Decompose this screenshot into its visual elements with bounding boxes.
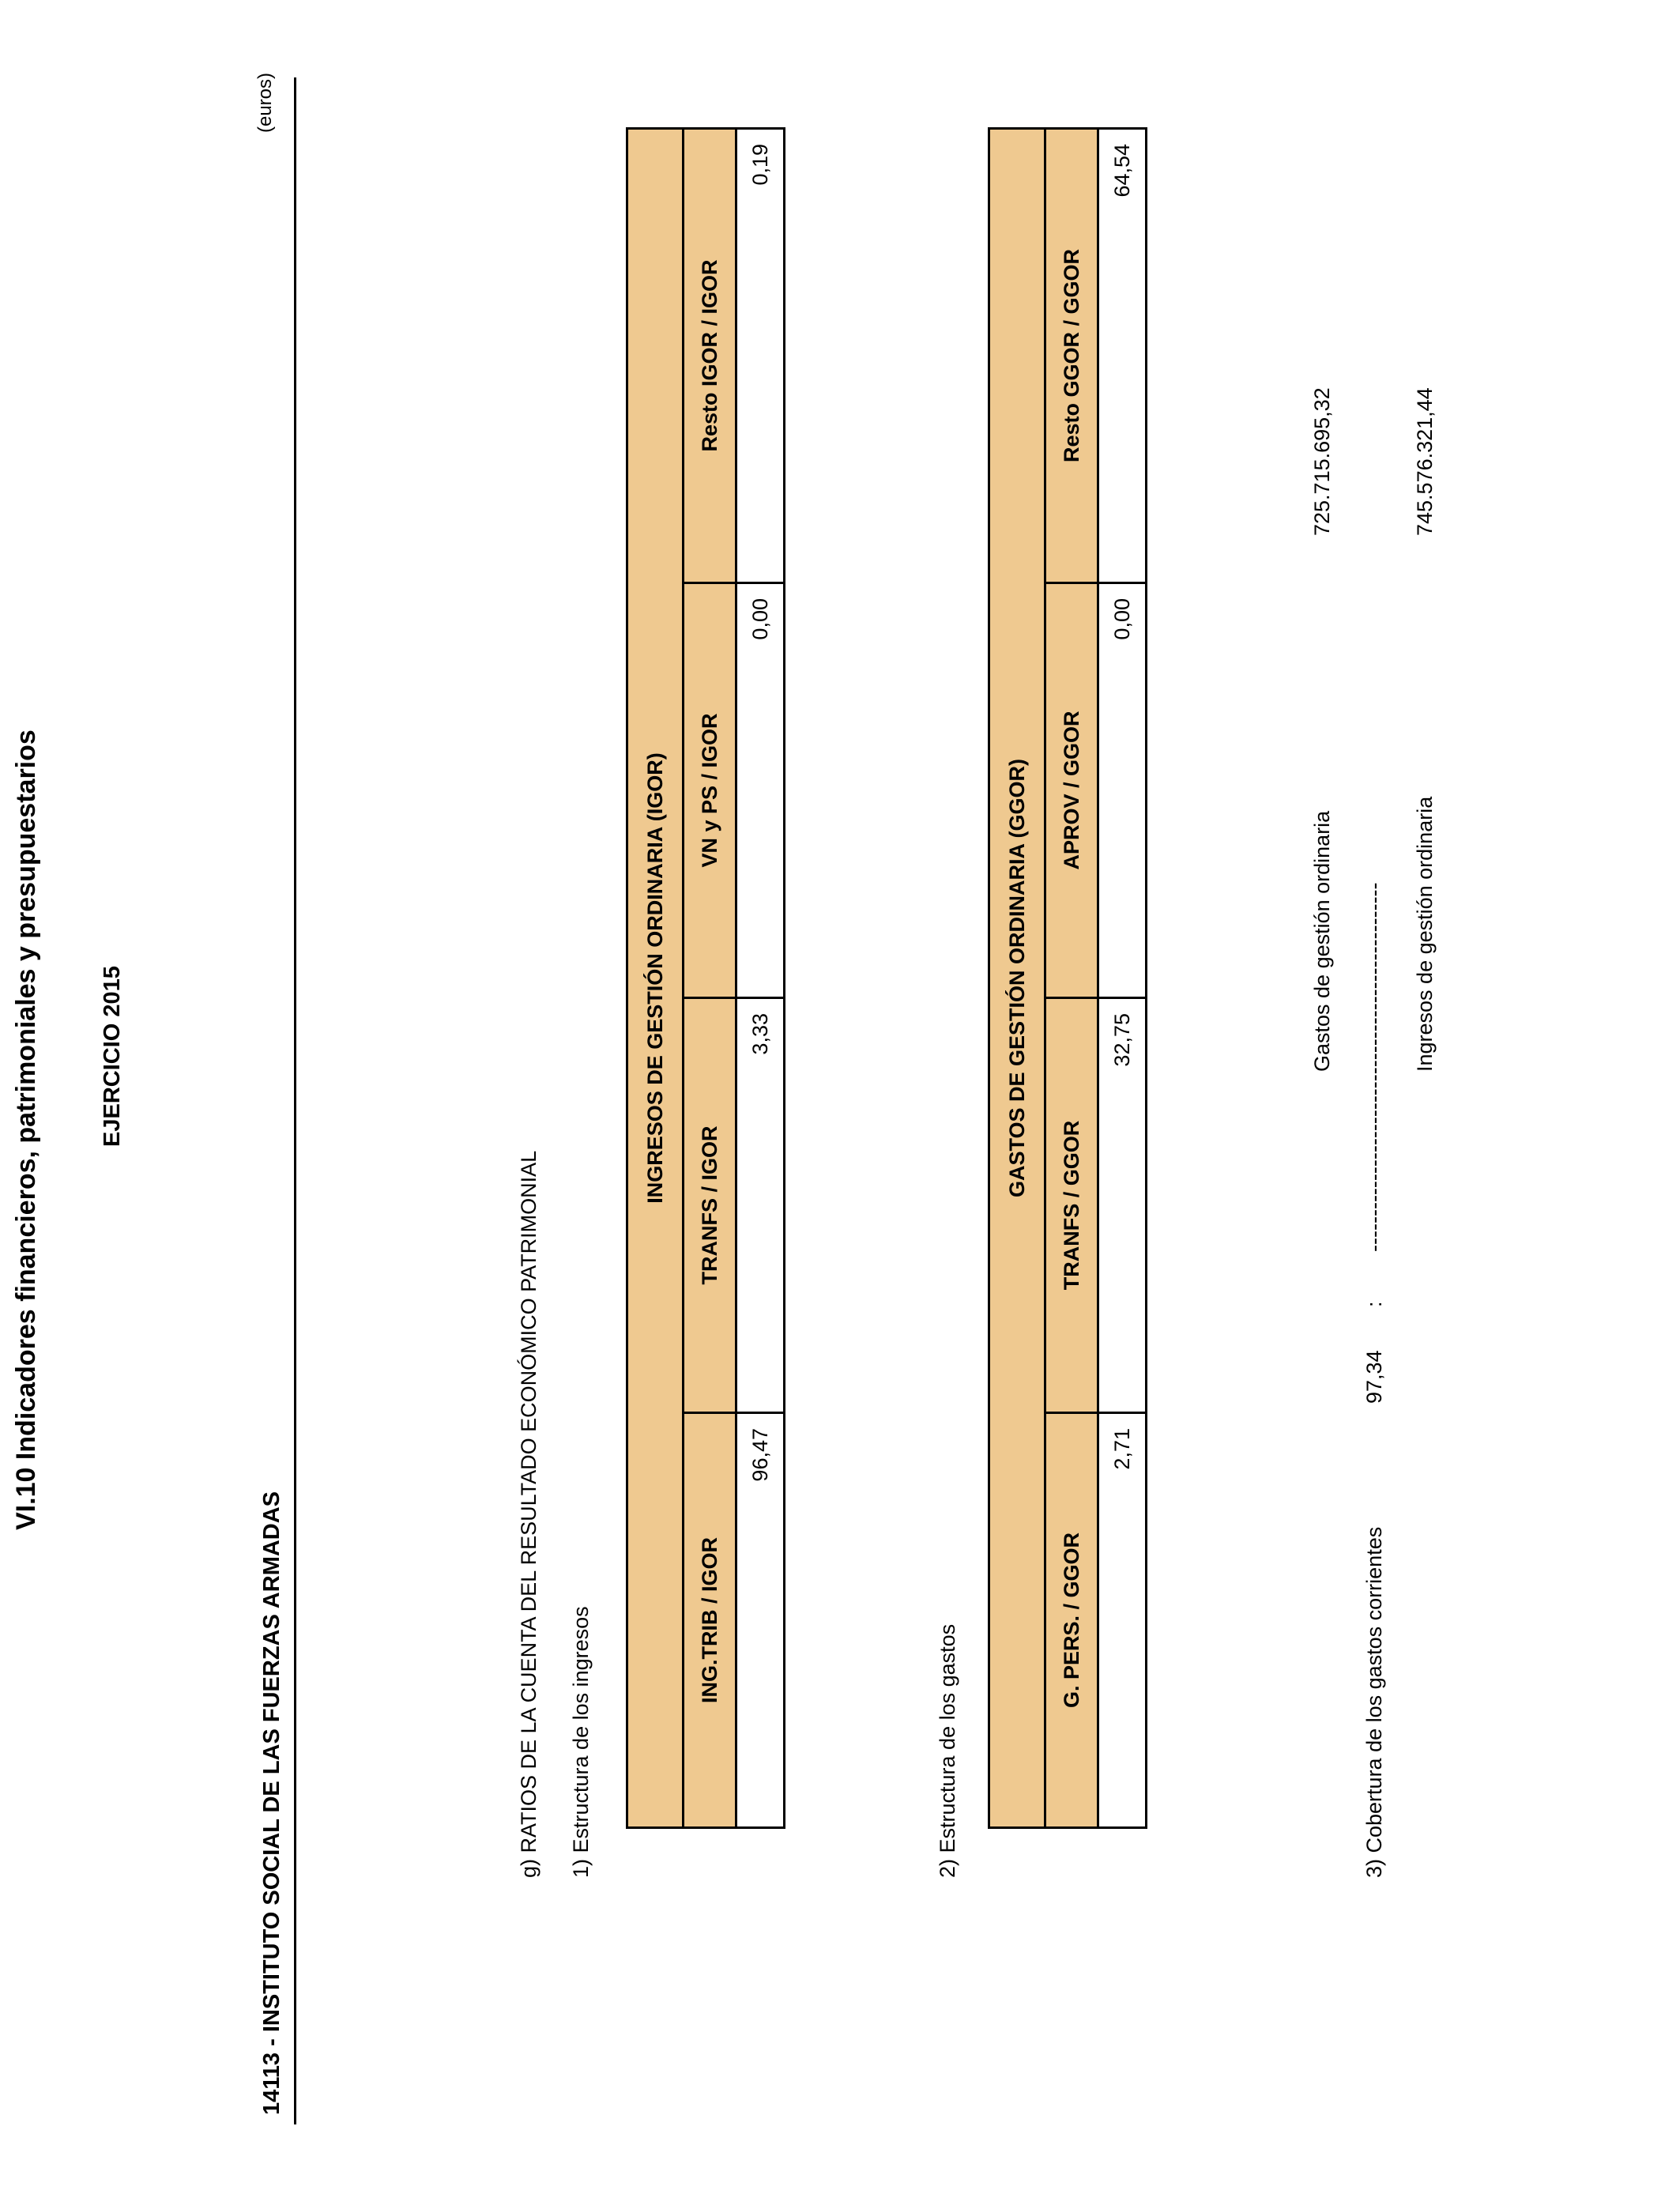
header-rule [294, 77, 296, 2124]
gastos-col-header: Resto GGOR / GGOR [1045, 128, 1098, 582]
ingresos-value: 0,19 [736, 128, 785, 582]
exercise-year: EJERCICIO 2015 [100, 966, 125, 1147]
gastos-value: 0,00 [1098, 583, 1147, 998]
fraction-divider: ---------------------------------------------------- [1362, 882, 1386, 1252]
denominator-label: Ingresos de gestión ordinaria [1413, 796, 1437, 1072]
ingresos-col-header: Resto IGOR / IGOR [684, 128, 736, 582]
gastos-col-header: TRANFS / GGOR [1045, 998, 1098, 1413]
gastos-value: 2,71 [1098, 1413, 1147, 1828]
numerator-label: Gastos de gestión ordinaria [1310, 810, 1334, 1072]
gastos-table [988, 127, 1147, 1829]
ingresos-value: 0,00 [736, 583, 785, 998]
cobertura-label: 3) Cobertura de los gastos corrientes [1362, 1526, 1386, 1878]
numerator-value: 725.715.695,32 [1310, 387, 1334, 536]
ingresos-col-header: TRANFS / IGOR [684, 998, 736, 1413]
ingresos-col-header: ING.TRIB / IGOR [684, 1413, 736, 1828]
section-title: g) RATIOS DE LA CUENTA DEL RESULTADO ECONÓMICO PATRIMONIAL [517, 1150, 541, 1878]
cobertura-value: 97,34 [1362, 1350, 1386, 1404]
ingresos-table [626, 127, 785, 1829]
gastos-col-header: G. PERS. / GGOR [1045, 1413, 1098, 1828]
denominator-value: 745.576.321,44 [1413, 387, 1437, 536]
entity-name: 14113 - INSTITUTO SOCIAL DE LAS FUERZAS ARMADAS [259, 1491, 284, 2115]
gastos-col-header: APROV / GGOR [1045, 583, 1098, 998]
gastos-value: 32,75 [1098, 998, 1147, 1413]
currency-unit: (euros) [254, 72, 276, 133]
ingresos-value: 96,47 [736, 1413, 785, 1828]
gastos-value: 64,54 [1098, 128, 1147, 582]
ingresos-group-header: INGRESOS DE GESTIÓN ORDINARIA (IGOR) [627, 128, 684, 1827]
ingresos-col-header: VN y PS / IGOR [684, 583, 736, 998]
ingresos-label: 1) Estructura de los ingresos [569, 1606, 593, 1878]
cobertura-colon: : [1362, 1301, 1386, 1307]
page-title: VI.10 Indicadores financieros, patrimoniales y presupuestarios [11, 729, 41, 1530]
ingresos-value: 3,33 [736, 998, 785, 1413]
gastos-label: 2) Estructura de los gastos [936, 1623, 959, 1878]
gastos-group-header: GASTOS DE GESTIÓN ORDINARIA (GGOR) [989, 128, 1045, 1827]
